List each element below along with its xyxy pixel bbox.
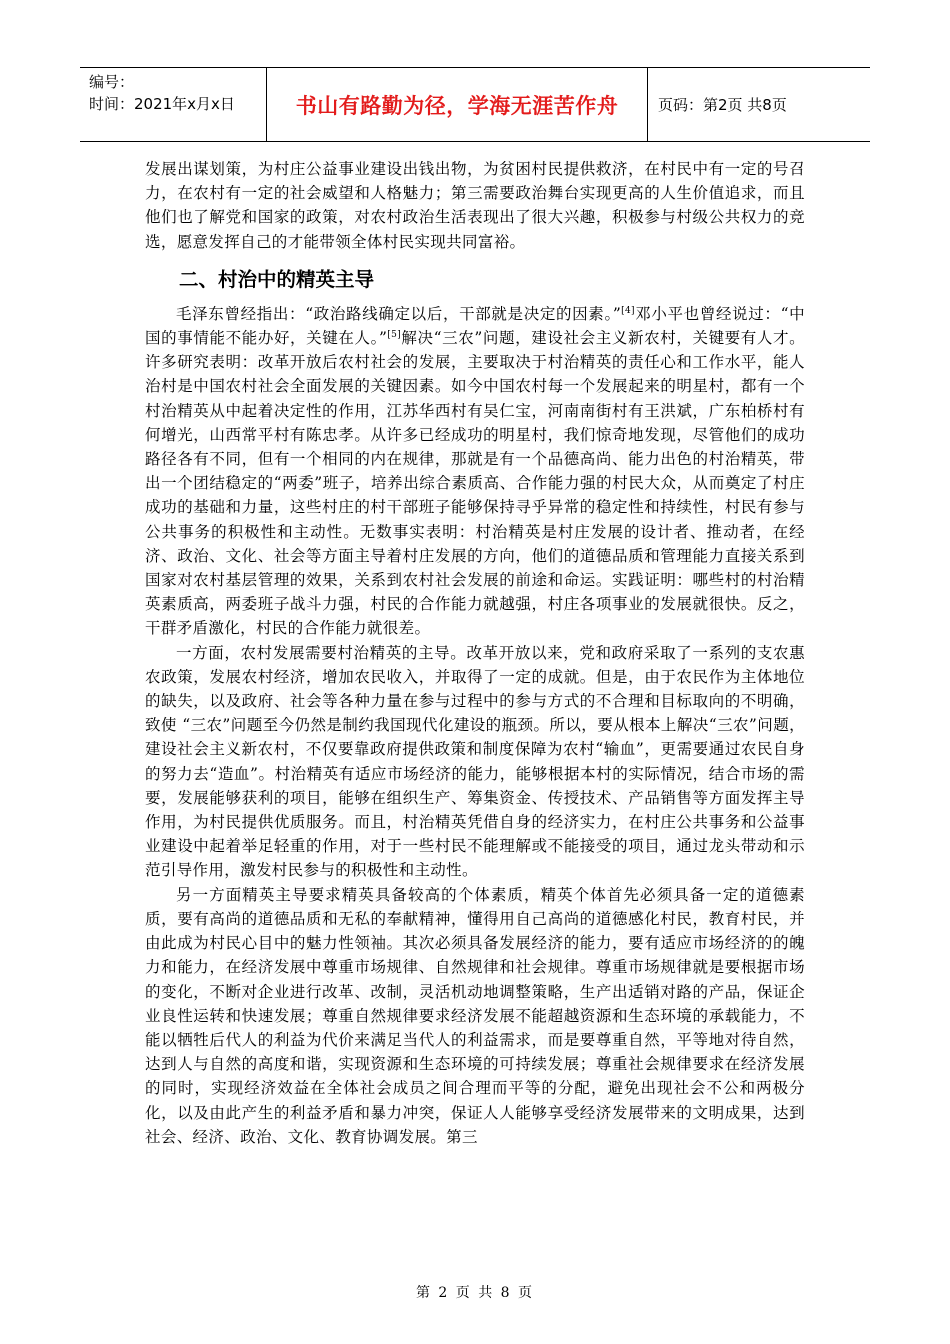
paragraph-rural-development: 一方面，农村发展需要村治精英的主导。改革开放以来，党和政府采取了一系列的支农惠农政策，发展农村经济，增加农民收入，并取得了一定的成就。但是，由于农民作为主体地位的缺失，以及政府、社会等各种力量在参与过程中的参与方式的不合理和目标取向的不明确，致使 “三农”问题至今仍然是制约我国现代化建设的瓶颈。所以，要从根本上解决“三农”问题，建设社会主义新农村，不仅要靠政府提供政策和制度保障为农村“输血”，更需要通过农民自身的努力去“造血”。村治精英有适应市场经济的能力，能够根据本村的实际情况，结合市场的需要，发展能够获利的项目，能够在组织生产、筹集资金、传授技术、产品销售等方面发挥主导作用，为村民提供优质服务。而且，村治精英凭借自身的经济实力，在村庄公共事务和公益事业建设中起着举足轻重的作用，对于一些村民不能理解或不能接受的项目，通过龙头带动和示范引导作用，激发村民参与的积极性和主动性。 (145, 643, 805, 880)
header-motto: 书山有路勤为径，学海无涯苦作舟 (267, 68, 648, 141)
paragraph-elite-quality: 另一方面精英主导要求精英具备较高的个体素质，精英个体首先必须具备一定的道德素质，要有高尚的道德品质和无私的奉献精神，懂得用自己高尚的道德感化村民，教育村民，并由此成为村民心目中的魅力性领袖。其次必须具备发展经济的能力，要有适应市场经济的的魄力和能力，在经济发展中尊重市场规律、自然规律和社会规律。尊重市场规律就是要根据市场的变化，不断对企业进行改革、改制，灵活机动地调整策略，生产出适销对路的产品，保证企业良性运转和快速发展；尊重自然规律要求经济发展不能超越资源和生态环境的承载能力，不能以牺牲后代人的利益为代价来满足当代人的利益需求，而是要尊重自然，平等地对待自然，达到人与自然的高度和谐，实现资源和生态环境的可持续发展；尊重社会规律要求在经济发展的同时，实现经济效益在全体社会成员之间合理而平等的分配，避免出现社会不公和两极分化，以及由此产生的利益矛盾和暴力冲突，保证人人能够享受经济发展带来的文明成果，达到社会、经济、政治、文化、教育协调发展。第三 (145, 885, 805, 1146)
page-footer: 第 2 页 共 8 页 (415, 1285, 535, 1301)
citation-ref: [5] (387, 329, 402, 340)
paragraph-continuation: 发展出谋划策，为村庄公益事业建设出钱出物，为贫困村民提供救济，在村民中有一定的号召力，在农村有一定的社会威望和人格魅力；第三需要政治舞台实现更高的人生价值追求，而且他们也了解党和国家的政策，对农村政治生活表现出了很大兴趣，积极参与村级公共权力的竞选，愿意发挥自己的才能带领全体村民实现共同富裕。 (145, 160, 805, 251)
document-number-label: 编号： (89, 73, 135, 91)
header-page-number: 页码：第2页 共8页 (658, 96, 787, 114)
paragraph-text: 解决“三农”问题，建设社会主义新农村，关键要有人才。许多研究表明：改革开放后农村社会的发展，主要取决于村治精英的责任心和工作水平，能人治村是中国农村社会全面发展的关键因素。如今中国农村每一个发展起来的明星村，都有一个村治精英从中起着决定性的作用，江苏华西村有吴仁宝，河南南街村有王洪斌，广东柏桥村有何增光，山西常平村有陈忠孝。从许多已经成功的明星村，我们惊奇地发现，尽管他们的成功路径各有不同，但有一个相同的内在规律，那就是有一个品德高尚、能力出色的村治精英，带出一个团结稳定的“两委”班子，培养出综合素质高、合作能力强的村民大众，从而奠定了村庄成功的基础和力量，这些村庄的村干部班子能够保持寻乎异常的稳定性和持续性，村民有参与公共事务的积极性和主动性。无数事实表明：村治精英是村庄发展的设计者、推动者，在经济、政治、文化、社会等方面主导着村庄发展的方向，他们的道德品质和管理能力直接关系到国家对农村基层管理的效果，关系到农村社会发展的前途和命运。实践证明：哪些村的村治精英素质高，两委班子战斗力强，村民的合作能力就越强，村庄各项事业的发展就很快。反之，干群矛盾激化，村民的合作能力就很差。 (145, 329, 806, 638)
document-date-label: 时间：2021年x月x日 (89, 95, 235, 113)
citation-ref: [4] (621, 305, 635, 316)
section-heading: 二、村治中的精英主导 (179, 267, 375, 291)
page-header (80, 67, 870, 142)
paragraph-elite-leadership (145, 302, 805, 641)
paragraph-text: 毛泽东曾经指出：“政治路线确定以后，干部就是决定的因素。” (176, 304, 622, 323)
paragraph-text: 邓小平也曾经说过：“中国的事情能不能办好，关键在人。” (145, 304, 806, 348)
header-meta (80, 68, 267, 141)
document-body (145, 157, 805, 1149)
